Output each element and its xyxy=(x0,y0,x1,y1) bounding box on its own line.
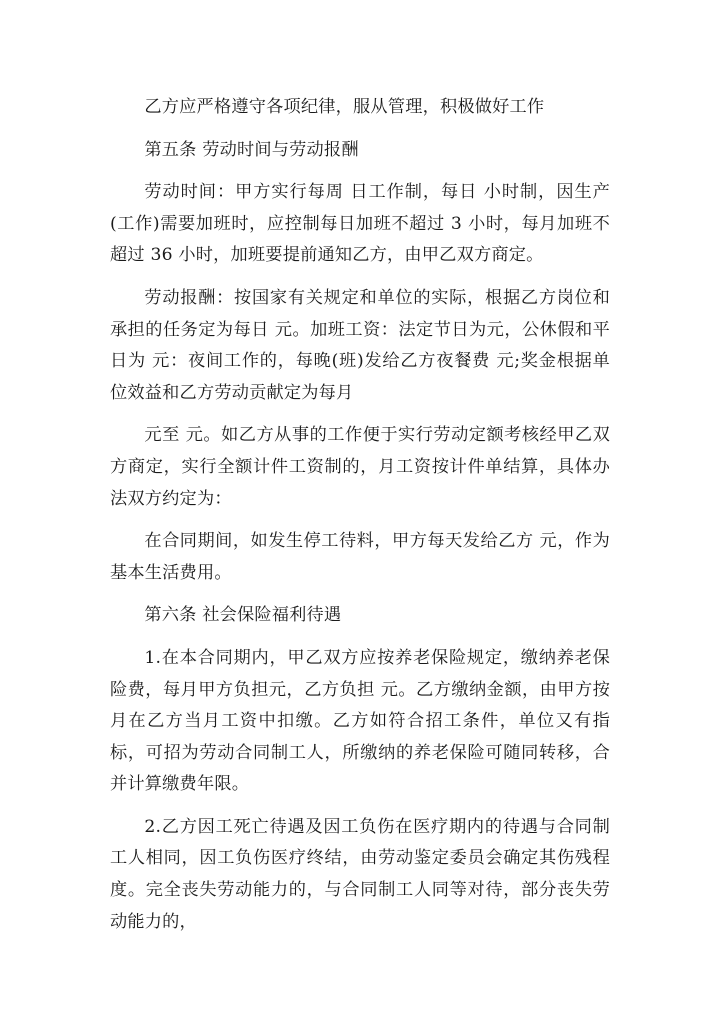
section-heading-article-5: 第五条 劳动时间与劳动报酬 xyxy=(144,139,359,160)
paragraph-work-stoppage: 在合同期间，如发生停工待料，甲方每天发给乙方 元，作为基本生活费用。 xyxy=(110,531,610,583)
paragraph-pension-insurance: 1.在本合同期内，甲乙双方应按养老保险规定，缴纳养老保险费，每月甲方负担元，乙方负担 元。乙方缴纳金额，由甲方按月在乙方当月工资中扣缴。乙方如符合招工条件，单位又有指标，可招为劳动合同制工人，所缴纳的养老保险可随同转移，合并计算缴费年限。 xyxy=(110,647,610,795)
section-heading-article-6: 第六条 社会保险福利待遇 xyxy=(144,605,342,626)
paragraph-discipline: 乙方应严格遵守各项纪律，服从管理，积极做好工作 xyxy=(144,97,545,117)
document-body xyxy=(110,92,610,938)
paragraph-remuneration: 劳动报酬：按国家有关规定和单位的实际，根据乙方岗位和承担的任务定为每日 元。加班工资：法定节日为元，公休假和平日为 元：夜间工作的，每晚(班)发给乙方夜餐费 元;奖金根据单位效益和乙方劳动贡献定为每月 xyxy=(110,287,610,403)
paragraph-work-injury: 2.乙方因工死亡待遇及因工负伤在医疗期内的待遇与合同制工人相同，因工负伤医疗终结，由劳动鉴定委员会确定其伤残程度。完全丧失劳动能力的，与合同制工人同等对待，部分丧失劳动能力的， xyxy=(110,816,610,932)
paragraph-working-hours: 劳动时间：甲方实行每周 日工作制，每日 小时制，因生产(工作)需要加班时，应控制每日加班不超过 3 小时，每月加班不超过 36 小时，加班要提前通知乙方，由甲乙双方商定。 xyxy=(110,182,610,266)
paragraph-piecework: 元至 元。如乙方从事的工作便于实行劳动定额考核经甲乙双方商定，实行全额计件工资制的，月工资按计件单结算，具体办法双方约定为： xyxy=(110,425,610,509)
